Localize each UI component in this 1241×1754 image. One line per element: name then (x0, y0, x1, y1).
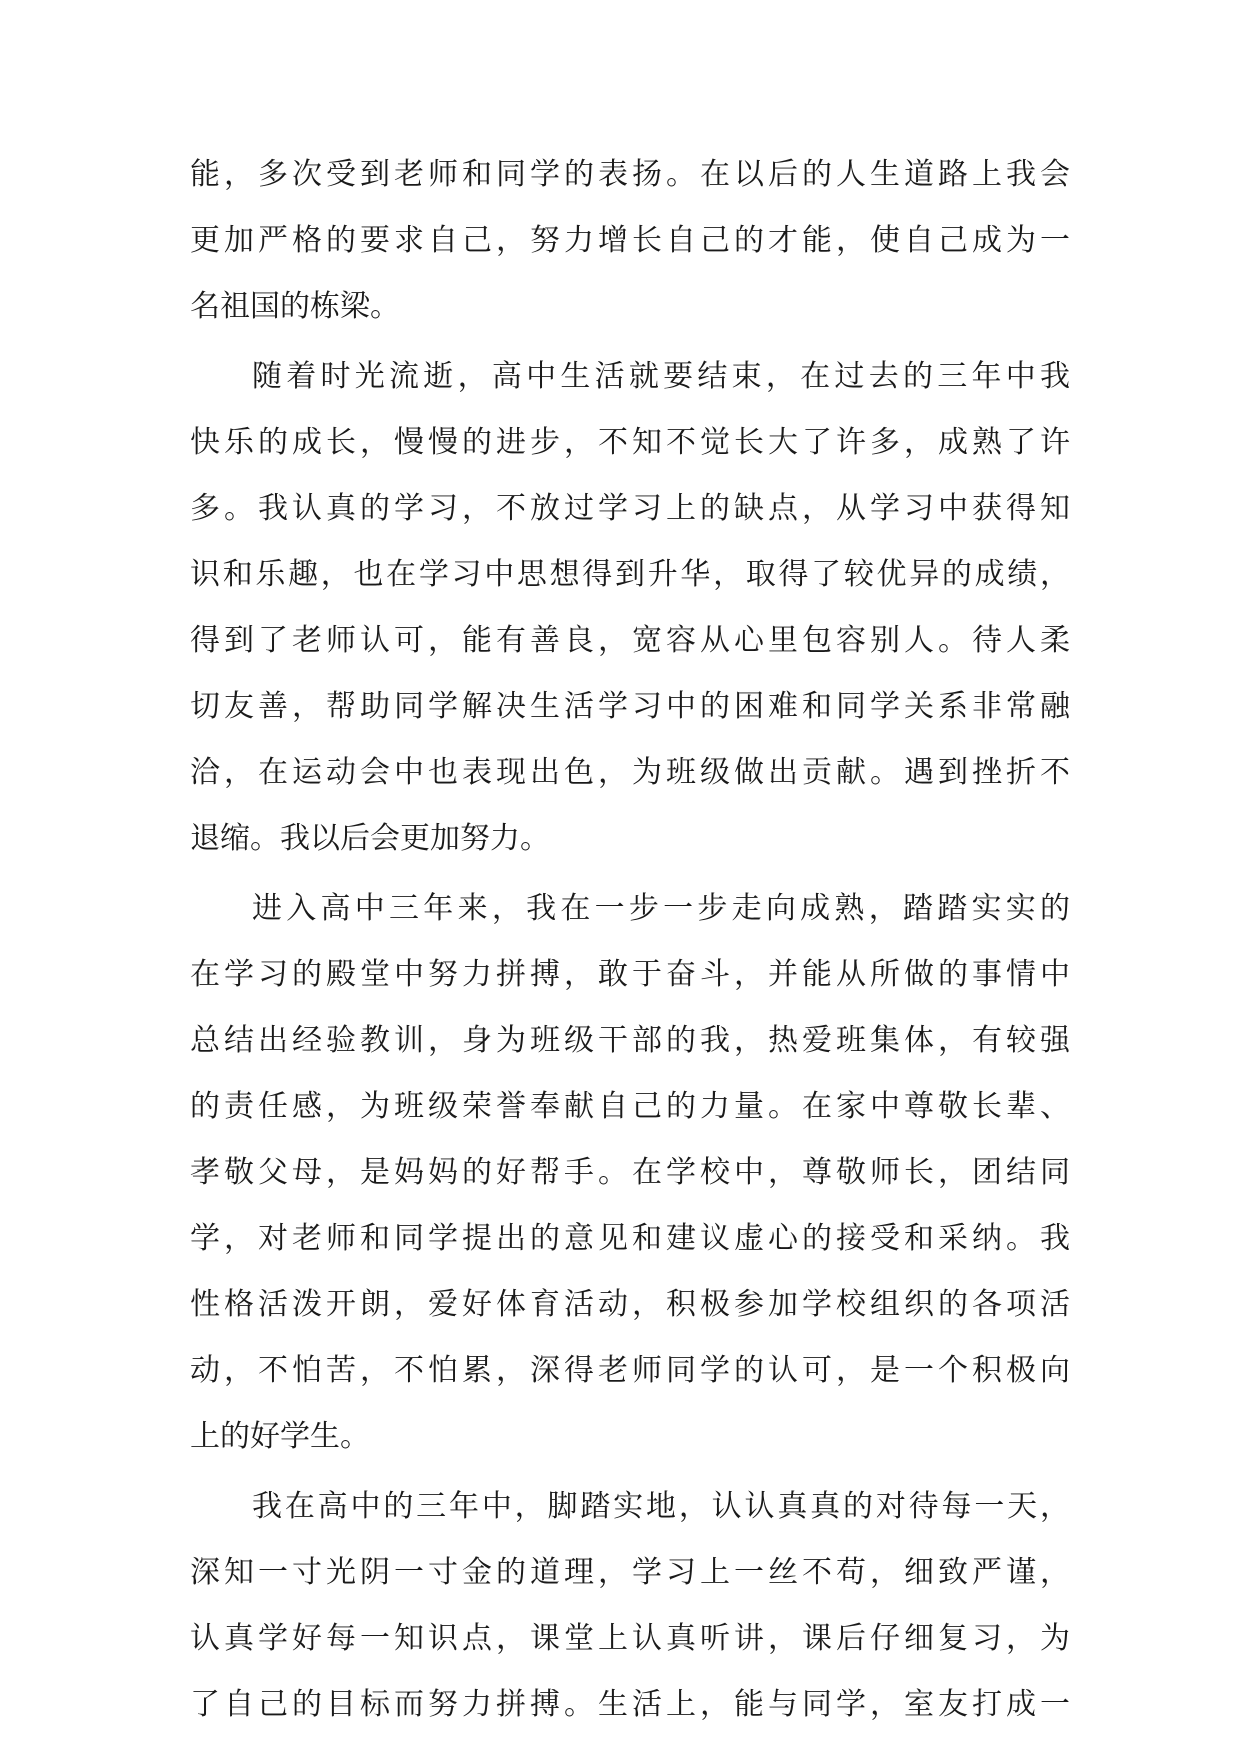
text-line: 快乐的成长，慢慢的进步，不知不觉长大了许多，成熟了许 (190, 425, 1070, 460)
text-line: 了自己的目标而努力拼搏。生活上，能与同学，室友打成一 (190, 1687, 1070, 1722)
paragraph-first-line: 我在高中的三年中，脚踏实地，认认真真的对待每一天， (252, 1489, 1070, 1524)
text-line: 深知一寸光阴一寸金的道理，学习上一丝不苟，细致严谨， (190, 1555, 1070, 1590)
text-line: 得到了老师认可，能有善良，宽容从心里包容别人。待人柔 (190, 623, 1070, 658)
text-line: 能，多次受到老师和同学的表扬。在以后的人生道路上我会 (190, 157, 1070, 192)
text-line: 动，不怕苦，不怕累，深得老师同学的认可，是一个积极向 (190, 1353, 1070, 1388)
paragraph-first-line: 随着时光流逝，高中生活就要结束，在过去的三年中我 (252, 359, 1070, 394)
text-line: 性格活泼开朗，爱好体育活动，积极参加学校组织的各项活 (190, 1287, 1070, 1322)
text-line: 上的好学生。 (190, 1419, 370, 1454)
text-line: 更加严格的要求自己，努力增长自己的才能，使自己成为一 (190, 223, 1070, 258)
text-line: 名祖国的栋梁。 (190, 289, 400, 324)
text-line: 孝敬父母，是妈妈的好帮手。在学校中，尊敬师长，团结同 (190, 1155, 1070, 1190)
text-line: 学，对老师和同学提出的意见和建议虚心的接受和采纳。我 (190, 1221, 1070, 1256)
text-line: 的责任感，为班级荣誉奉献自己的力量。在家中尊敬长辈、 (190, 1089, 1070, 1124)
text-line: 认真学好每一知识点，课堂上认真听讲，课后仔细复习，为 (190, 1621, 1070, 1656)
text-line: 退缩。我以后会更加努力。 (190, 821, 550, 856)
paragraph-first-line: 进入高中三年来，我在一步一步走向成熟，踏踏实实的 (252, 891, 1070, 926)
text-line: 多。我认真的学习，不放过学习上的缺点，从学习中获得知 (190, 491, 1070, 526)
text-line: 总结出经验教训，身为班级干部的我，热爱班集体，有较强 (190, 1023, 1070, 1058)
text-line: 在学习的殿堂中努力拼搏，敢于奋斗，并能从所做的事情中 (190, 957, 1070, 992)
text-line: 识和乐趣，也在学习中思想得到升华，取得了较优异的成绩， (190, 557, 1070, 592)
text-line: 洽，在运动会中也表现出色，为班级做出贡献。遇到挫折不 (190, 755, 1070, 790)
text-line: 切友善，帮助同学解决生活学习中的困难和同学关系非常融 (190, 689, 1070, 724)
